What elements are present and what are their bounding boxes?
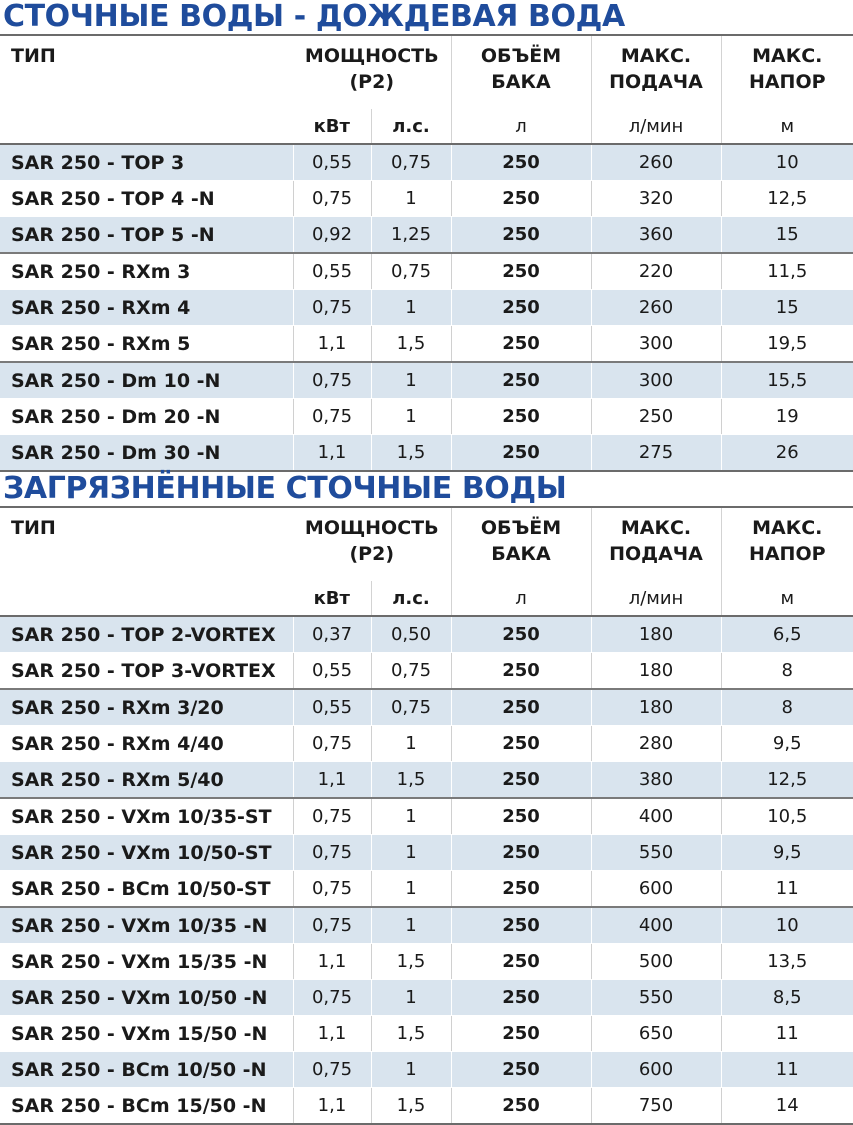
- cell-tank: 250: [451, 835, 591, 871]
- cell-model-name: SAR 250 - Dm 10 -N: [0, 362, 293, 399]
- cell-tank: 250: [451, 980, 591, 1016]
- cell-kw: 1,1: [293, 435, 371, 472]
- cell-head: 12,5: [721, 181, 853, 217]
- cell-flow: 380: [591, 762, 721, 799]
- cell-tank: 250: [451, 326, 591, 363]
- cell-kw: 0,55: [293, 689, 371, 726]
- unit-head: м: [721, 581, 853, 616]
- cell-tank: 250: [451, 144, 591, 181]
- unit-tank: л: [451, 581, 591, 616]
- cell-head: 6,5: [721, 616, 853, 653]
- cell-hp: 1: [371, 871, 451, 908]
- cell-flow: 600: [591, 1052, 721, 1088]
- cell-kw: 0,75: [293, 980, 371, 1016]
- cell-tank: 250: [451, 616, 591, 653]
- cell-model-name: SAR 250 - RXm 5: [0, 326, 293, 363]
- cell-flow: 320: [591, 181, 721, 217]
- unit-hp: л.с.: [371, 109, 451, 144]
- header-tank-label: ОБЪЁМ БАКА: [480, 517, 562, 565]
- cell-head: 14: [721, 1088, 853, 1125]
- cell-flow: 280: [591, 726, 721, 762]
- cell-kw: 0,55: [293, 653, 371, 690]
- header-head-label: МАКС. НАПОР: [748, 517, 826, 565]
- unit-kw: кВт: [313, 587, 350, 609]
- table-row: [0, 399, 853, 435]
- cell-tank: 250: [451, 798, 591, 835]
- cell-kw: 0,55: [293, 253, 371, 290]
- unit-type: [0, 109, 293, 144]
- header-flow-label: МАКС. ПОДАЧА: [609, 45, 703, 93]
- cell-tank: 250: [451, 653, 591, 690]
- cell-kw: 0,92: [293, 217, 371, 254]
- cell-model-name: SAR 250 - RXm 4/40: [0, 726, 293, 762]
- cell-model-name: SAR 250 - VXm 10/35-ST: [0, 798, 293, 835]
- table-row: [0, 835, 853, 871]
- cell-hp: 0,50: [371, 616, 451, 653]
- cell-kw: 1,1: [293, 1088, 371, 1125]
- cell-flow: 600: [591, 871, 721, 908]
- cell-flow: 750: [591, 1088, 721, 1125]
- cell-model-name: SAR 250 - BCm 15/50 -N: [0, 1088, 293, 1125]
- unit-hp: л.с.: [371, 581, 451, 616]
- cell-head: 12,5: [721, 762, 853, 799]
- cell-head: 8: [721, 689, 853, 726]
- table-header-row: [0, 507, 853, 581]
- cell-flow: 250: [591, 399, 721, 435]
- cell-kw: 1,1: [293, 944, 371, 980]
- cell-hp: 1: [371, 1052, 451, 1088]
- cell-hp: 1: [371, 399, 451, 435]
- cell-flow: 260: [591, 290, 721, 326]
- cell-model-name: SAR 250 - Dm 30 -N: [0, 435, 293, 472]
- cell-kw: 0,75: [293, 181, 371, 217]
- cell-flow: 180: [591, 689, 721, 726]
- table-row: [0, 689, 853, 726]
- cell-tank: 250: [451, 689, 591, 726]
- cell-tank: 250: [451, 907, 591, 944]
- header-tank-label: ОБЪЁМ БАКА: [480, 45, 562, 93]
- cell-flow: 180: [591, 616, 721, 653]
- cell-hp: 1,5: [371, 326, 451, 363]
- cell-tank: 250: [451, 871, 591, 908]
- cell-kw: 0,75: [293, 798, 371, 835]
- cell-head: 26: [721, 435, 853, 472]
- header-head: [721, 35, 853, 109]
- cell-model-name: SAR 250 - TOP 5 -N: [0, 217, 293, 254]
- cell-head: 15: [721, 290, 853, 326]
- cell-model-name: SAR 250 - VXm 15/35 -N: [0, 944, 293, 980]
- cell-model-name: SAR 250 - Dm 20 -N: [0, 399, 293, 435]
- cell-head: 11: [721, 1052, 853, 1088]
- header-power: [293, 35, 451, 109]
- cell-kw: 0,75: [293, 907, 371, 944]
- cell-tank: 250: [451, 1052, 591, 1088]
- cell-flow: 180: [591, 653, 721, 690]
- cell-tank: 250: [451, 181, 591, 217]
- table-row: [0, 435, 853, 472]
- cell-tank: 250: [451, 726, 591, 762]
- table-row: [0, 762, 853, 799]
- cell-tank: 250: [451, 253, 591, 290]
- cell-hp: 1: [371, 907, 451, 944]
- cell-model-name: SAR 250 - TOP 4 -N: [0, 181, 293, 217]
- cell-hp: 1: [371, 362, 451, 399]
- cell-hp: 0,75: [371, 653, 451, 690]
- cell-flow: 260: [591, 144, 721, 181]
- cell-model-name: SAR 250 - TOP 2-VORTEX: [0, 616, 293, 653]
- table-row: [0, 653, 853, 690]
- table-row: [0, 326, 853, 363]
- cell-head: 15,5: [721, 362, 853, 399]
- cell-head: 9,5: [721, 835, 853, 871]
- cell-hp: 0,75: [371, 144, 451, 181]
- table-units-row: [0, 109, 853, 144]
- cell-flow: 300: [591, 362, 721, 399]
- cell-hp: 1,5: [371, 1016, 451, 1052]
- cell-hp: 1,25: [371, 217, 451, 254]
- cell-kw: 1,1: [293, 326, 371, 363]
- unit-type: [0, 581, 293, 616]
- cell-hp: 1: [371, 290, 451, 326]
- cell-kw: 0,75: [293, 290, 371, 326]
- cell-model-name: SAR 250 - VXm 15/50 -N: [0, 1016, 293, 1052]
- cell-hp: 1,5: [371, 435, 451, 472]
- table-row: [0, 290, 853, 326]
- header-power: [293, 507, 451, 581]
- cell-flow: 500: [591, 944, 721, 980]
- table-row: [0, 1088, 853, 1125]
- cell-tank: 250: [451, 217, 591, 254]
- cell-head: 8,5: [721, 980, 853, 1016]
- table-header-row: [0, 35, 853, 109]
- cell-model-name: SAR 250 - VXm 10/50-ST: [0, 835, 293, 871]
- section-title: СТОЧНЫЕ ВОДЫ - ДОЖДЕВАЯ ВОДА: [3, 0, 625, 34]
- header-tank: [451, 507, 591, 581]
- unit-flow: л/мин: [591, 109, 721, 144]
- header-flow: [591, 35, 721, 109]
- table-row: [0, 907, 853, 944]
- cell-hp: 1,5: [371, 944, 451, 980]
- cell-head: 11,5: [721, 253, 853, 290]
- table-row: [0, 362, 853, 399]
- cell-head: 9,5: [721, 726, 853, 762]
- header-flow-label: МАКС. ПОДАЧА: [609, 517, 703, 565]
- cell-model-name: SAR 250 - RXm 3: [0, 253, 293, 290]
- cell-hp: 1: [371, 181, 451, 217]
- cell-head: 8: [721, 653, 853, 690]
- cell-hp: 1,5: [371, 1088, 451, 1125]
- cell-model-name: SAR 250 - TOP 3-VORTEX: [0, 653, 293, 690]
- cell-tank: 250: [451, 290, 591, 326]
- cell-hp: 0,75: [371, 689, 451, 726]
- table-row: [0, 871, 853, 908]
- cell-hp: 1: [371, 980, 451, 1016]
- header-head-label: МАКС. НАПОР: [748, 45, 826, 93]
- header-type: ТИП: [11, 517, 56, 539]
- unit-tank: л: [451, 109, 591, 144]
- table-row: [0, 726, 853, 762]
- table-units-row: [0, 581, 853, 616]
- cell-kw: 0,75: [293, 871, 371, 908]
- cell-tank: 250: [451, 435, 591, 472]
- cell-head: 11: [721, 1016, 853, 1052]
- cell-flow: 300: [591, 326, 721, 363]
- table-row: [0, 217, 853, 254]
- table-row: [0, 616, 853, 653]
- cell-kw: 0,37: [293, 616, 371, 653]
- cell-flow: 360: [591, 217, 721, 254]
- unit-flow: л/мин: [591, 581, 721, 616]
- cell-kw: 0,75: [293, 399, 371, 435]
- cell-hp: 0,75: [371, 253, 451, 290]
- cell-flow: 275: [591, 435, 721, 472]
- table-body: [0, 616, 853, 1124]
- cell-flow: 400: [591, 798, 721, 835]
- cell-kw: 1,1: [293, 762, 371, 799]
- section-title: ЗАГРЯЗНЁННЫЕ СТОЧНЫЕ ВОДЫ: [3, 471, 567, 506]
- cell-model-name: SAR 250 - VXm 10/50 -N: [0, 980, 293, 1016]
- cell-model-name: SAR 250 - RXm 5/40: [0, 762, 293, 799]
- cell-flow: 550: [591, 980, 721, 1016]
- cell-tank: 250: [451, 399, 591, 435]
- cell-tank: 250: [451, 944, 591, 980]
- cell-head: 10: [721, 907, 853, 944]
- spec-table-sewage-rain: [0, 34, 853, 472]
- cell-kw: 0,75: [293, 362, 371, 399]
- table-row: [0, 253, 853, 290]
- cell-flow: 400: [591, 907, 721, 944]
- table-row: [0, 944, 853, 980]
- cell-kw: 1,1: [293, 1016, 371, 1052]
- cell-tank: 250: [451, 1088, 591, 1125]
- cell-hp: 1,5: [371, 762, 451, 799]
- cell-flow: 220: [591, 253, 721, 290]
- cell-kw: 0,75: [293, 726, 371, 762]
- table-row: [0, 798, 853, 835]
- cell-head: 13,5: [721, 944, 853, 980]
- cell-hp: 1: [371, 798, 451, 835]
- header-tank: [451, 35, 591, 109]
- cell-flow: 650: [591, 1016, 721, 1052]
- spec-table-contaminated: [0, 506, 853, 1125]
- header-type: ТИП: [11, 45, 56, 67]
- cell-tank: 250: [451, 762, 591, 799]
- header-power-label: МОЩНОСТЬ (P2): [304, 517, 439, 565]
- header-power-label: МОЩНОСТЬ (P2): [304, 45, 439, 93]
- table-row: [0, 144, 853, 181]
- cell-model-name: SAR 250 - RXm 4: [0, 290, 293, 326]
- cell-tank: 250: [451, 362, 591, 399]
- cell-kw: 0,75: [293, 1052, 371, 1088]
- cell-hp: 1: [371, 726, 451, 762]
- cell-head: 10: [721, 144, 853, 181]
- cell-model-name: SAR 250 - TOP 3: [0, 144, 293, 181]
- cell-model-name: SAR 250 - BCm 10/50 -N: [0, 1052, 293, 1088]
- cell-head: 19: [721, 399, 853, 435]
- header-flow: [591, 507, 721, 581]
- cell-model-name: SAR 250 - RXm 3/20: [0, 689, 293, 726]
- table-body: [0, 144, 853, 471]
- table-row: [0, 181, 853, 217]
- cell-model-name: SAR 250 - VXm 10/35 -N: [0, 907, 293, 944]
- cell-head: 11: [721, 871, 853, 908]
- cell-hp: 1: [371, 835, 451, 871]
- cell-head: 15: [721, 217, 853, 254]
- cell-kw: 0,55: [293, 144, 371, 181]
- table-row: [0, 1052, 853, 1088]
- table-row: [0, 980, 853, 1016]
- unit-head: м: [721, 109, 853, 144]
- cell-flow: 550: [591, 835, 721, 871]
- unit-kw: кВт: [313, 115, 350, 137]
- table-row: [0, 1016, 853, 1052]
- cell-tank: 250: [451, 1016, 591, 1052]
- cell-kw: 0,75: [293, 835, 371, 871]
- cell-model-name: SAR 250 - BCm 10/50-ST: [0, 871, 293, 908]
- cell-head: 10,5: [721, 798, 853, 835]
- cell-head: 19,5: [721, 326, 853, 363]
- header-head: [721, 507, 853, 581]
